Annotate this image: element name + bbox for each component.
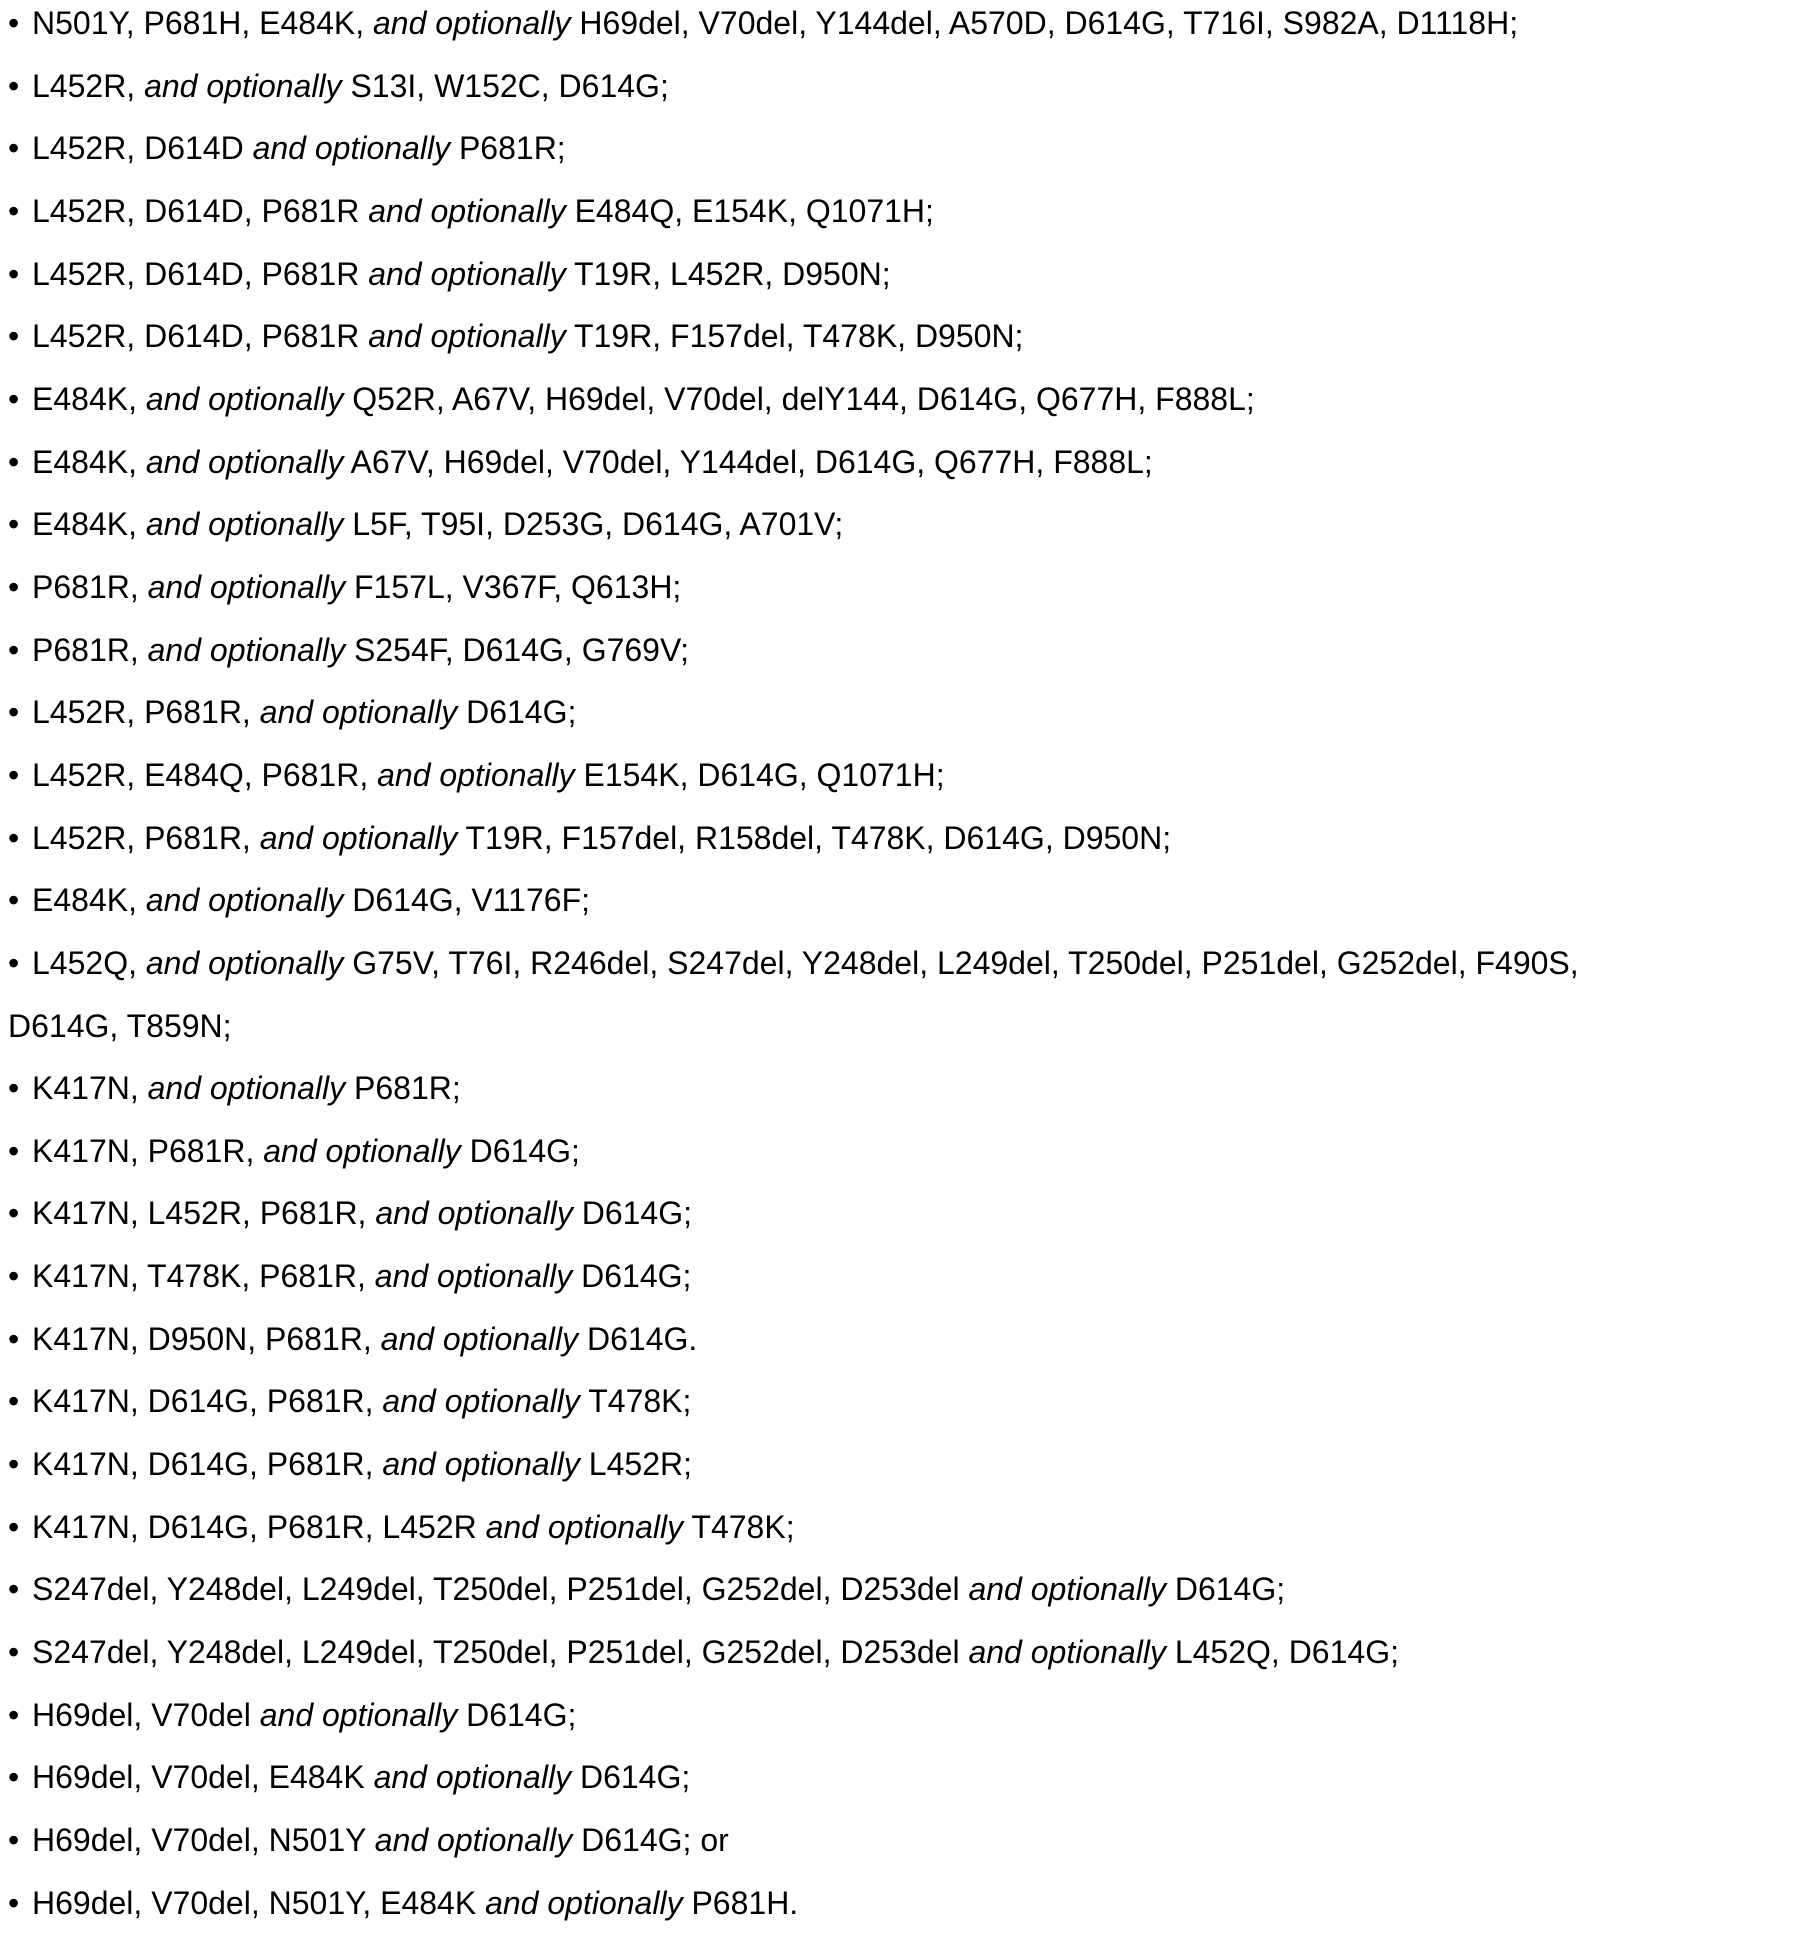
required-mutations: L452R, D614D, P681R	[32, 193, 368, 229]
optional-label: and optionally	[373, 5, 570, 41]
optional-mutations: D614G.	[578, 1321, 697, 1357]
list-item	[8, 1308, 1803, 1371]
list-item	[8, 1057, 1803, 1120]
list-item	[8, 117, 1803, 180]
bullet-icon: •	[8, 1120, 32, 1183]
optional-mutations: D614G;	[573, 1195, 692, 1231]
optional-label: and optionally	[260, 1697, 457, 1733]
optional-mutations: T478K;	[683, 1509, 794, 1545]
bullet-icon: •	[8, 1809, 32, 1872]
list-item	[8, 305, 1803, 368]
bullet-icon: •	[8, 1684, 32, 1747]
optional-label: and optionally	[146, 882, 343, 918]
required-mutations: P681R,	[32, 569, 148, 605]
bullet-icon: •	[8, 744, 32, 807]
bullet-icon: •	[8, 431, 32, 494]
required-mutations: H69del, V70del, E484K	[32, 1759, 374, 1795]
bullet-icon: •	[8, 117, 32, 180]
list-item	[8, 180, 1803, 243]
optional-label: and optionally	[375, 1195, 572, 1231]
bullet-icon: •	[8, 368, 32, 431]
required-mutations: L452R, D614D	[32, 130, 253, 166]
optional-mutations: D614G;	[457, 694, 576, 730]
bullet-icon: •	[8, 1057, 32, 1120]
optional-label: and optionally	[148, 569, 345, 605]
optional-mutations: H69del, V70del, Y144del, A570D, D614G, T716I, S982A, D1118H;	[570, 5, 1518, 41]
optional-mutations: D614G;	[457, 1697, 576, 1733]
required-mutations: H69del, V70del, N501Y, E484K	[32, 1885, 485, 1921]
optional-mutations: D614G; or	[572, 1822, 729, 1858]
bullet-icon: •	[8, 0, 32, 55]
list-item	[8, 1182, 1803, 1245]
optional-label: and optionally	[382, 1383, 579, 1419]
bullet-icon: •	[8, 55, 32, 118]
optional-mutations: P681R;	[345, 1070, 461, 1106]
optional-mutations: E154K, D614G, Q1071H;	[575, 757, 945, 793]
list-item	[8, 1433, 1803, 1496]
list-item	[8, 0, 1803, 55]
optional-mutations: Q52R, A67V, H69del, V70del, delY144, D614G, Q677H, F888L;	[343, 381, 1254, 417]
optional-label: and optionally	[374, 1759, 571, 1795]
optional-label: and optionally	[260, 820, 457, 856]
list-item	[8, 619, 1803, 682]
required-mutations: P681R,	[32, 632, 148, 668]
optional-mutations: T478K;	[580, 1383, 691, 1419]
list-item	[8, 1496, 1803, 1559]
optional-label: and optionally	[146, 945, 343, 981]
optional-mutations: D614G;	[461, 1133, 580, 1169]
list-item	[8, 869, 1803, 932]
bullet-icon: •	[8, 243, 32, 306]
required-mutations: H69del, V70del, N501Y	[32, 1822, 375, 1858]
required-mutations: L452R,	[32, 68, 144, 104]
list-item	[8, 1245, 1803, 1308]
bullet-icon: •	[8, 1308, 32, 1371]
list-item	[8, 493, 1803, 556]
list-item	[8, 556, 1803, 619]
optional-label: and optionally	[381, 1321, 578, 1357]
mutation-list	[8, 0, 1803, 1934]
optional-mutations: G75V, T76I, R246del, S247del, Y248del, L249del, T250del, P251del, G252del, F490S,	[343, 945, 1578, 981]
bullet-icon: •	[8, 932, 32, 995]
required-mutations: K417N, D614G, P681R, L452R	[32, 1509, 486, 1545]
optional-mutations: P681R;	[450, 130, 566, 166]
optional-label: and optionally	[148, 632, 345, 668]
bullet-icon: •	[8, 869, 32, 932]
bullet-icon: •	[8, 493, 32, 556]
bullet-icon: •	[8, 1746, 32, 1809]
bullet-icon: •	[8, 681, 32, 744]
optional-mutations: D614G, V1176F;	[343, 882, 590, 918]
optional-label: and optionally	[382, 1446, 579, 1482]
required-mutations: K417N, P681R,	[32, 1133, 263, 1169]
optional-mutations: S254F, D614G, G769V;	[345, 632, 689, 668]
bullet-icon: •	[8, 1558, 32, 1621]
bullet-icon: •	[8, 1496, 32, 1559]
list-item	[8, 243, 1803, 306]
bullet-icon: •	[8, 1182, 32, 1245]
list-item	[8, 431, 1803, 494]
required-mutations: L452R, P681R,	[32, 820, 260, 856]
optional-label: and optionally	[968, 1634, 1165, 1670]
bullet-icon: •	[8, 807, 32, 870]
required-mutations: L452R, P681R,	[32, 694, 260, 730]
bullet-icon: •	[8, 1433, 32, 1496]
required-mutations: L452R, D614D, P681R	[32, 318, 368, 354]
required-mutations: L452R, E484Q, P681R,	[32, 757, 377, 793]
optional-label: and optionally	[375, 1258, 572, 1294]
bullet-icon: •	[8, 556, 32, 619]
list-item	[8, 1621, 1803, 1684]
required-mutations: E484K,	[32, 381, 146, 417]
optional-mutations: D614G;	[571, 1759, 690, 1795]
required-mutations: E484K,	[32, 506, 146, 542]
optional-mutations: T19R, L452R, D950N;	[566, 256, 891, 292]
optional-label: and optionally	[144, 68, 341, 104]
list-item	[8, 1746, 1803, 1809]
list-item	[8, 1370, 1803, 1433]
bullet-icon: •	[8, 1245, 32, 1308]
list-item	[8, 1120, 1803, 1183]
required-mutations: K417N, D614G, P681R,	[32, 1383, 382, 1419]
optional-mutations: S13I, W152C, D614G;	[342, 68, 669, 104]
list-item	[8, 932, 1803, 1057]
optional-label: and optionally	[148, 1070, 345, 1106]
bullet-icon: •	[8, 305, 32, 368]
required-mutations: S247del, Y248del, L249del, T250del, P251del, G252del, D253del	[32, 1571, 968, 1607]
optional-label: and optionally	[486, 1509, 683, 1545]
optional-label: and optionally	[253, 130, 450, 166]
optional-mutations: A67V, H69del, V70del, Y144del, D614G, Q677H, F888L;	[343, 444, 1152, 480]
optional-label: and optionally	[375, 1822, 572, 1858]
list-item	[8, 744, 1803, 807]
bullet-icon: •	[8, 1872, 32, 1935]
optional-mutations: L452R;	[580, 1446, 692, 1482]
list-item	[8, 55, 1803, 118]
optional-mutations: P681H.	[683, 1885, 799, 1921]
list-item	[8, 1872, 1803, 1935]
optional-label: and optionally	[368, 193, 565, 229]
required-mutations: H69del, V70del	[32, 1697, 260, 1733]
optional-label: and optionally	[368, 256, 565, 292]
optional-mutations: D614G;	[1166, 1571, 1285, 1607]
optional-mutations: L452Q, D614G;	[1166, 1634, 1399, 1670]
optional-label: and optionally	[146, 381, 343, 417]
required-mutations: K417N, D614G, P681R,	[32, 1446, 382, 1482]
optional-label: and optionally	[368, 318, 565, 354]
required-mutations: K417N,	[32, 1070, 148, 1106]
required-mutations: K417N, T478K, P681R,	[32, 1258, 375, 1294]
required-mutations: E484K,	[32, 882, 146, 918]
required-mutations: E484K,	[32, 444, 146, 480]
bullet-icon: •	[8, 180, 32, 243]
optional-mutations: L5F, T95I, D253G, D614G, A701V;	[343, 506, 843, 542]
optional-label: and optionally	[146, 444, 343, 480]
optional-mutations: T19R, F157del, T478K, D950N;	[566, 318, 1024, 354]
bullet-icon: •	[8, 1621, 32, 1684]
required-mutations: N501Y, P681H, E484K,	[32, 5, 373, 41]
bullet-icon: •	[8, 1370, 32, 1433]
optional-label: and optionally	[263, 1133, 460, 1169]
bullet-icon: •	[8, 619, 32, 682]
optional-label: and optionally	[968, 1571, 1165, 1607]
required-mutations: L452R, D614D, P681R	[32, 256, 368, 292]
optional-mutations-continued: D614G, T859N;	[8, 1008, 232, 1044]
required-mutations: K417N, L452R, P681R,	[32, 1195, 375, 1231]
list-item	[8, 368, 1803, 431]
list-item	[8, 1558, 1803, 1621]
optional-mutations: T19R, F157del, R158del, T478K, D614G, D950N;	[457, 820, 1171, 856]
optional-label: and optionally	[260, 694, 457, 730]
required-mutations: L452Q,	[32, 945, 146, 981]
required-mutations: K417N, D950N, P681R,	[32, 1321, 381, 1357]
list-item	[8, 807, 1803, 870]
optional-mutations: D614G;	[572, 1258, 691, 1294]
optional-label: and optionally	[377, 757, 574, 793]
list-item	[8, 1809, 1803, 1872]
optional-label: and optionally	[146, 506, 343, 542]
list-item	[8, 1684, 1803, 1747]
optional-mutations: F157L, V367F, Q613H;	[345, 569, 681, 605]
optional-mutations: E484Q, E154K, Q1071H;	[566, 193, 934, 229]
optional-label: and optionally	[485, 1885, 682, 1921]
required-mutations: S247del, Y248del, L249del, T250del, P251del, G252del, D253del	[32, 1634, 968, 1670]
list-item	[8, 681, 1803, 744]
